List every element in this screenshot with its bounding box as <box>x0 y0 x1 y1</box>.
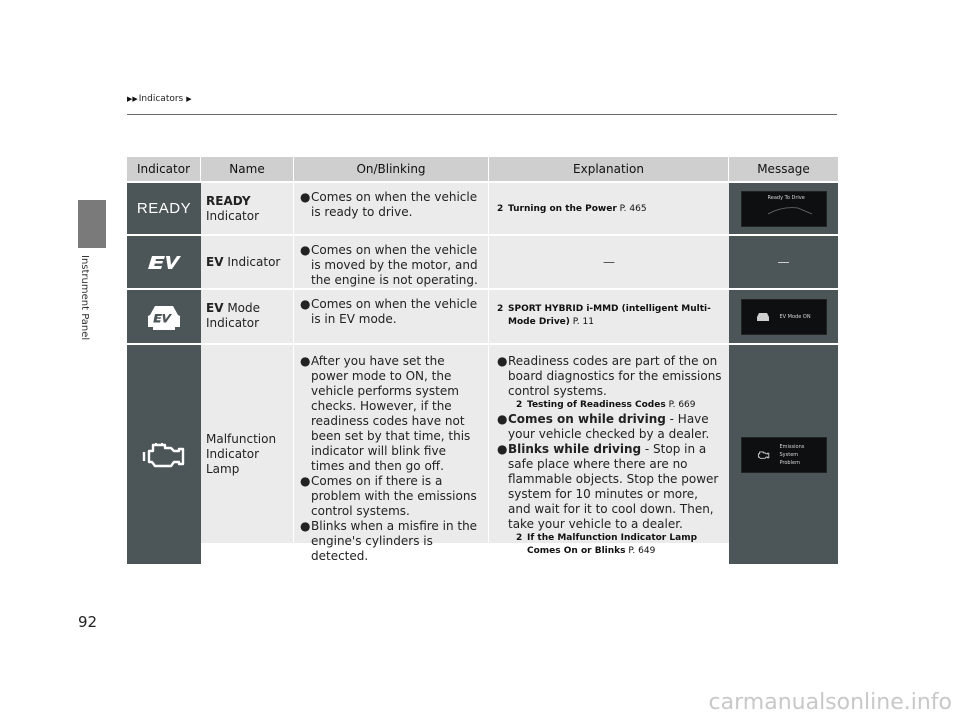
indicator-name: READY Indicator <box>201 183 294 234</box>
list-item: ● After you have set the power mode to ON, the vehicle performs system checks. However, if the readiness codes have not been set by that time, this indicator will blink five times and then go off. <box>300 354 471 473</box>
page-reference-link[interactable]: 2 If the Malfunction Indicator Lamp Comes On or Blinks P. 649 <box>516 533 698 556</box>
ev-indicator-icon <box>127 236 201 288</box>
column-header-explanation: Explanation <box>489 157 729 181</box>
indicator-table <box>127 157 838 563</box>
section-tab-marker <box>78 200 106 248</box>
on-blinking-cell <box>294 290 489 343</box>
ready-indicator-icon: READY <box>127 183 201 234</box>
message-cell <box>729 290 838 343</box>
header-rule <box>127 114 837 115</box>
message-cell <box>729 345 838 564</box>
breadcrumb-item-indicators[interactable]: Indicators <box>138 94 184 104</box>
chevron-right-icon: ▶ <box>186 95 192 103</box>
indicator-name: EV Mode Indicator <box>201 290 294 343</box>
message-cell <box>729 183 838 234</box>
message-cell: — <box>729 236 838 288</box>
message-display-image: Ready To Drive <box>741 191 827 227</box>
indicator-name: EV Indicator <box>201 236 294 288</box>
explanation-cell <box>489 183 729 234</box>
chevron-right-icon: ▶▶ <box>127 95 138 103</box>
list-item: ● Comes on while driving - Have your vehicle checked by a dealer. <box>497 412 710 441</box>
car-icon <box>756 312 770 322</box>
explanation-cell: — <box>603 254 615 269</box>
page-reference-link[interactable]: 2 Testing of Readiness Codes P. 669 <box>516 400 696 410</box>
on-blinking-cell <box>294 345 489 564</box>
table-row <box>127 181 838 234</box>
list-item: ● Comes on when the vehicle is ready to drive. <box>300 190 478 219</box>
ev-mode-indicator-icon <box>127 290 201 343</box>
list-item: ● Blinks while driving - Stop in a safe place where there are no flammable objects. Stop the power system for 10 minutes or more, and wait for it to cool down. Then, take your vehicle to a dealer. <box>497 442 719 531</box>
on-blinking-cell <box>294 236 489 288</box>
message-display-image: EV Mode ON <box>741 299 827 335</box>
explanation-cell <box>489 345 729 564</box>
table-header <box>127 157 838 181</box>
list-item: ● Blinks when a misfire in the engine's cylinders is detected. <box>300 519 478 563</box>
indicator-name: Malfunction Indicator Lamp <box>201 345 294 564</box>
engine-icon <box>756 450 770 460</box>
reference-arrow-icon: 2 <box>497 304 504 314</box>
table-row <box>127 234 838 288</box>
column-header-name: Name <box>201 157 294 181</box>
reference-arrow-icon: 2 <box>497 204 504 214</box>
table-row <box>127 343 838 563</box>
message-display-image: Emissions System Problem <box>741 437 827 473</box>
column-header-indicator: Indicator <box>127 157 201 181</box>
list-item: ● Comes on when the vehicle is in EV mode. <box>300 297 478 326</box>
page-number: 92 <box>78 613 98 631</box>
page-reference-link[interactable]: 2 SPORT HYBRID i-MMD (intelligent Multi-Mode Drive) P. 11 <box>497 304 711 327</box>
explanation-cell <box>489 290 729 343</box>
page-reference-link[interactable]: 2 Turning on the Power P. 465 <box>497 204 647 214</box>
table-row <box>127 288 838 343</box>
on-blinking-cell <box>294 183 489 234</box>
column-header-on-blinking: On/Blinking <box>294 157 489 181</box>
reference-arrow-icon: 2 <box>516 400 523 410</box>
breadcrumb <box>127 94 193 104</box>
vehicle-silhouette-icon <box>742 192 826 226</box>
list-item: ● Comes on if there is a problem with the emissions control systems. <box>300 474 477 518</box>
reference-arrow-icon: 2 <box>516 533 523 543</box>
section-label: Instrument Panel <box>79 255 90 341</box>
column-header-message: Message <box>757 162 810 176</box>
malfunction-indicator-lamp-icon <box>127 345 201 564</box>
list-item: ● Comes on when the vehicle is moved by the motor, and the engine is not operating. <box>300 243 478 287</box>
watermark: carmanualsonline.info <box>708 690 952 715</box>
list-item: ● Readiness codes are part of the on board diagnostics for the emissions control systems. <box>497 354 722 398</box>
